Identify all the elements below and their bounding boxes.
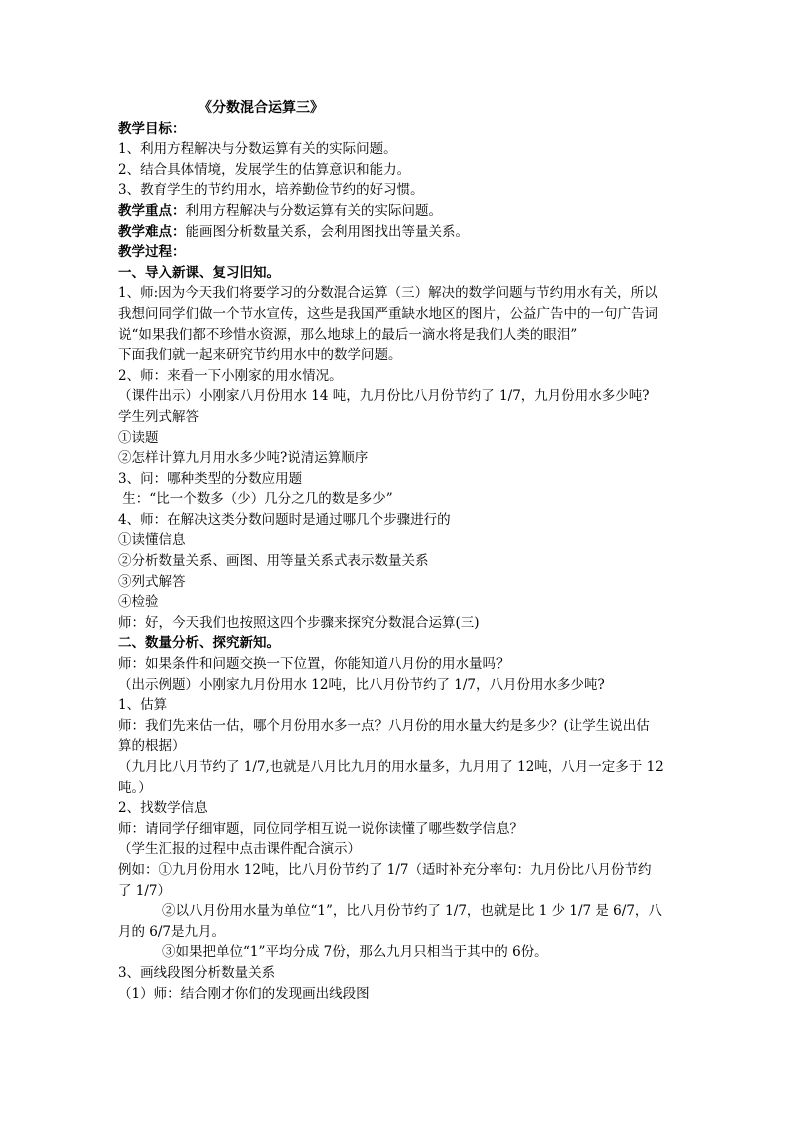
section-1-heading: 一、导入新课、复习旧知。 xyxy=(118,264,280,281)
section-1-line: 师：好，今天我们也按照这四个步骤来探究分数混合运算(三) xyxy=(118,614,480,631)
section-2-line: 2、找数学信息 xyxy=(118,800,208,817)
section-2-line: （学生汇报的过程中点击课件配合演示） xyxy=(118,841,361,858)
section-2-line: 3、画线段图分析数量关系 xyxy=(118,964,276,981)
section-2-line: 例如：①九月份用水 12吨，比八月份节约了 1/7（适时补充分率句：九月份比八月份节约 xyxy=(118,861,652,878)
difficulty-point xyxy=(118,222,684,243)
section-2-line: 师：我们先来估一估，哪个月份用水多一点？八月份的用水量大约是多少？(让学生说出估 xyxy=(118,717,650,734)
process-heading: 教学过程： xyxy=(118,244,186,261)
section-2-line: 师：如果条件和问题交换一下位置，你能知道八月份的用水量吗？ xyxy=(118,656,510,673)
key-point-label: 教学重点： xyxy=(118,202,186,219)
section-2-line: 1、估算 xyxy=(118,697,168,714)
difficulty-label: 教学难点： xyxy=(118,223,186,240)
objective-3: 3、教育学生的节约用水，培养勤俭节约的好习惯。 xyxy=(118,182,424,199)
objective-2: 2、结合具体情境，发展学生的估算意识和能力。 xyxy=(118,161,411,178)
section-1-line: 4、师：在解决这类分数问题时是通过哪几个步骤进行的 xyxy=(118,511,451,528)
document-title: 《分数混合运算三》 xyxy=(198,100,324,116)
key-point xyxy=(118,201,684,222)
section-2-indented-line: ②以八月份用水量为单位“1”，比八月份节约了 1/7，也就是比 1 少 1/7 是 6/7，八 xyxy=(162,903,662,920)
objectives-heading: 教学目标： xyxy=(118,120,186,137)
section-1-line: ①读题 xyxy=(118,429,159,446)
section-2-line: 师：请同学仔细审题，同位同学相互说一说你读懂了哪些数学信息？ xyxy=(118,820,523,837)
section-2-line: 吨。） xyxy=(118,779,152,796)
section-1-line: 下面我们就一起来研究节约用水中的数学问题。 xyxy=(118,347,402,364)
section-2-heading: 二、数量分析、探究新知。 xyxy=(118,635,280,652)
section-2-line: （1）师：结合刚才你们的发现画出线段图 xyxy=(118,985,370,1002)
section-1-line: 生：“比一个数多（少）几分之几的数是多少” xyxy=(118,491,393,508)
section-2-continuation-line: 月的 6/7是九月。 xyxy=(118,923,226,940)
section-1-line: （课件出示）小刚家八月份用水 14 吨，九月份比八月份节约了 1/7，九月份用水多少吨? xyxy=(118,388,650,405)
section-1-line: 学生列式解答 xyxy=(118,408,199,425)
section-1-line: ②分析数量关系、画图、用等量关系式表示数量关系 xyxy=(118,553,429,570)
section-2-line: （出示例题）小刚家九月份用水 12吨，比八月份节约了 1/7，八月份用水多少吨? xyxy=(118,676,605,693)
section-1-line: ④检验 xyxy=(118,594,159,611)
section-2-line: 了 1/7） xyxy=(118,882,172,899)
section-2-line: （九月比八月节约了 1/7,也就是八月比九月的用水量多，九月用了 12吨，八月一定多于 12 xyxy=(118,759,664,775)
section-1-line: 1、师:因为今天我们将要学习的分数混合运算（三）解决的数学问题与节约用水有关，所以 xyxy=(118,285,658,302)
section-1-line: ②怎样计算九月用水多少吨?说清运算顺序 xyxy=(118,450,369,467)
section-1-line: ①读懂信息 xyxy=(118,532,186,549)
objective-1: 1、利用方程解决与分数运算有关的实际问题。 xyxy=(118,141,397,158)
section-2-line: 算的根据） xyxy=(118,738,186,755)
key-point-text: 利用方程解决与分数运算有关的实际问题。 xyxy=(185,202,442,219)
section-1-line: 我想问同学们做一个节水宣传，这些是我国严重缺水地区的图片，公益广告中的一句广告词 xyxy=(118,305,658,322)
section-1-line: 2、师：来看一下小刚家的用水情况。 xyxy=(118,367,343,384)
section-1-line: ③列式解答 xyxy=(118,573,186,590)
section-1-line: 说“如果我们都不珍惜水资源，那么地球上的最后一滴水将是我们人类的眼泪” xyxy=(118,326,578,343)
document-body xyxy=(118,98,684,1004)
section-2-indented-line: ③如果把单位“1”平均分成 7份，那么九月只相当于其中的 6份。 xyxy=(162,944,548,961)
section-1-line: 3、问：哪种类型的分数应用题 xyxy=(118,470,303,487)
difficulty-text: 能画图分析数量关系，会利用图找出等量关系。 xyxy=(185,223,469,240)
